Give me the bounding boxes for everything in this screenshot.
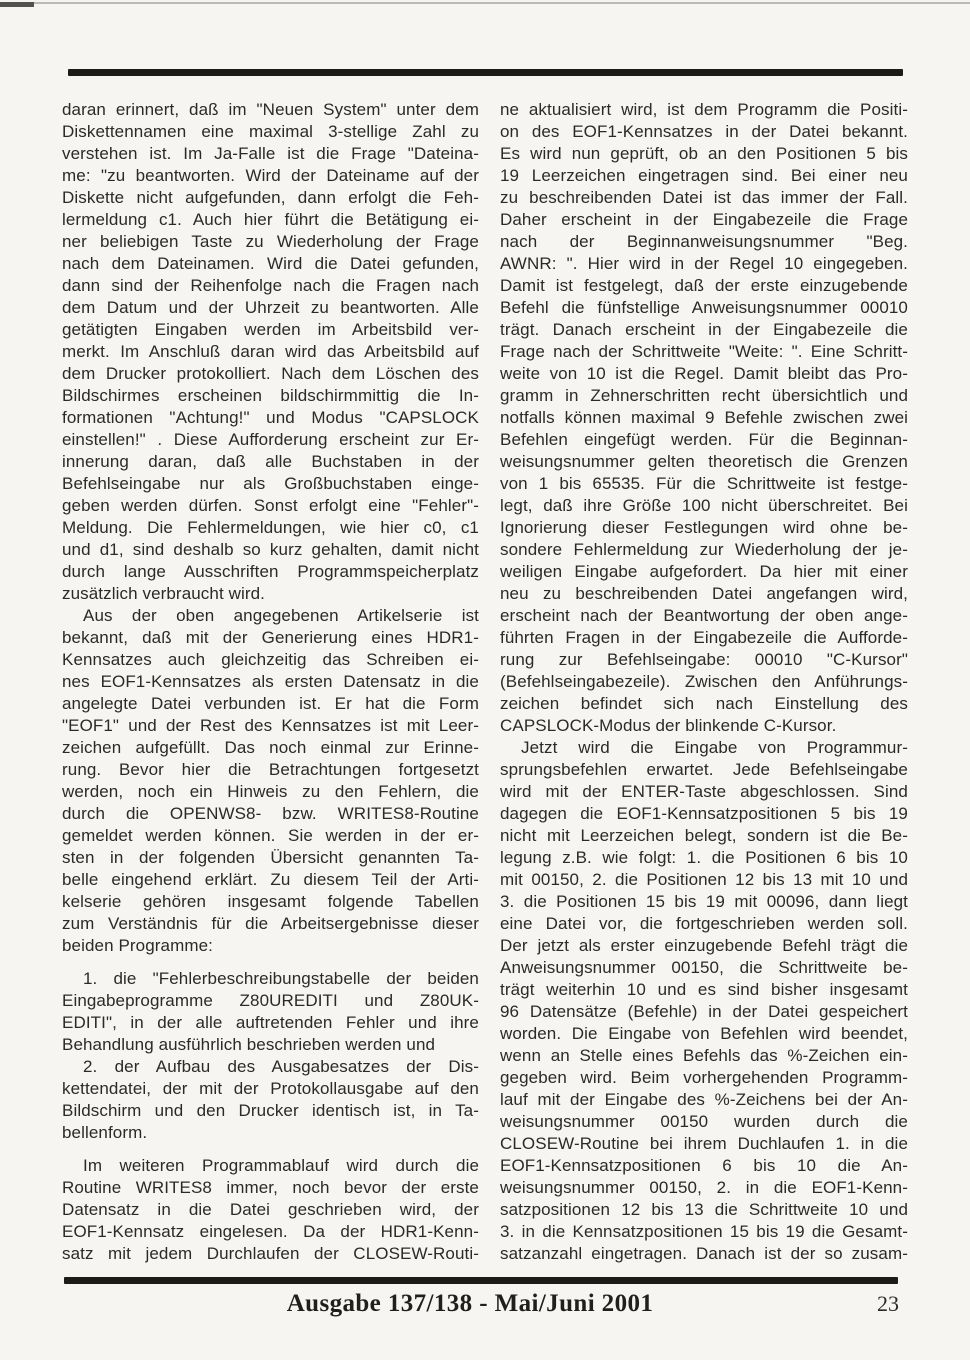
text-line: neu zu beschreibenden Datei angefangen wird, xyxy=(500,584,908,603)
text-line: Daher erscheint in der Eingabezeile die Frage xyxy=(500,210,908,229)
text-line: 1. die "Fehlerbeschreibungstabelle der beiden xyxy=(83,969,479,988)
text-line: Kennsatzes auch gleichzeitig das Schreiben ei- xyxy=(62,650,479,669)
text-line: sprungsbefehlen erwartet. Jede Befehlseingabe xyxy=(500,760,908,779)
text-line: 19 Leerzeichen eingetragen sind. Bei einer neu xyxy=(500,166,908,185)
text-line: zum Verständnis für die Arbeitsergebnisse dieser xyxy=(62,914,479,933)
text-line: weisungsnummer 00150 wurden durch die xyxy=(500,1112,908,1131)
text-line: eine Datei vor, die fortgeschrieben werden soll. xyxy=(500,914,908,933)
text-line: legt, daß ihre Größe 100 nicht überschreitet. Bei xyxy=(500,496,908,515)
text-line: Ignorierung dieser Festlegungen wird ohne be- xyxy=(500,518,908,537)
text-line: sondere Fehlermeldung zur Wiederholung der je- xyxy=(500,540,908,559)
text-line: verstehen ist. Im Ja-Falle ist die Frage "Dateina- xyxy=(62,144,479,163)
text-line: ner beliebigen Taste zu Wiederholung der Frage xyxy=(62,232,479,251)
top-rule xyxy=(68,69,903,76)
text-line: Datensatz in die Datei geschrieben wird, der xyxy=(62,1200,479,1219)
text-line: trägt. Danach erscheint in der Eingabezeile die xyxy=(500,320,908,339)
text-line: weite von 10 ist die Regel. Damit bleibt das Pro- xyxy=(500,364,908,383)
text-line: legung z.B. wie folgt: 1. die Positionen 6 bis 10 xyxy=(500,848,908,867)
text-line: EDITI", in der alle auftretenden Fehler und ihre xyxy=(62,1013,479,1032)
text-line: lermeldung c1. Auch hier führt die Betätigung ei- xyxy=(62,210,479,229)
text-line: getätigten Eingaben werden im Arbeitsbild ver- xyxy=(62,320,479,339)
text-line: dem Datum und der Uhrzeit zu beantworten. Alle xyxy=(62,298,479,317)
text-line: beiden Programme: xyxy=(62,936,213,955)
text-line: dagegen die EOF1-Kennsatzpositionen 5 bis 19 xyxy=(500,804,908,823)
text-line: (Befehlseingabezeile). Zwischen den Anführungs- xyxy=(500,672,908,691)
right-column xyxy=(500,99,908,1265)
text-line: worden. Die Eingabe von Befehlen wird beendet, xyxy=(500,1024,908,1043)
text-line: Befehl die fünfstellige Anweisungsnummer 00010 xyxy=(500,298,908,317)
text-line: dann sind der Reihenfolge nach die Fragen nach xyxy=(62,276,479,295)
text-line: Bildschirm und den Drucker identisch ist, in Ta- xyxy=(62,1101,479,1120)
text-line: Routine WRITES8 immer, noch bevor der erste xyxy=(62,1178,479,1197)
text-line: satz mit jedem Durchlaufen der CLOSEW-Routi- xyxy=(62,1244,479,1263)
text-line: Meldung. Die Fehlermeldungen, wie hier c0, c1 xyxy=(62,518,479,537)
text-line: kettendatei, der mit der Protokollausgabe auf den xyxy=(62,1079,479,1098)
text-line: zeichen aufgefüllt. Das noch einmal zur Erinne- xyxy=(62,738,479,757)
text-line: Aus der oben angegebenen Artikelserie ist xyxy=(83,606,479,625)
text-line: sten in der folgenden Übersicht genannten Ta- xyxy=(62,848,479,867)
bottom-rule xyxy=(64,1277,898,1284)
text-line: zu beschreibenden Datei ist das immer der Fall. xyxy=(500,188,908,207)
text-line: bellenform. xyxy=(62,1123,148,1142)
article-body xyxy=(62,99,908,1265)
text-line: bekannt, daß mit der Generierung eines HDR1- xyxy=(62,628,479,647)
text-line: Der jetzt als erster einzugebende Befehl trägt die xyxy=(500,936,908,955)
text-line: EOF1-Kennsatzpositionen 6 bis 10 die An- xyxy=(500,1156,908,1175)
text-line: Eingabeprogramme Z80UREDITI und Z80UK- xyxy=(62,991,479,1010)
text-line: werden, noch ein Hinweis zu den Fehlern, die xyxy=(62,782,479,801)
text-line: dem Drucker protokolliert. Nach dem Löschen des xyxy=(62,364,479,383)
text-line: CAPSLOCK-Modus der blinkende C-Kursor. xyxy=(500,716,837,735)
text-line: von 1 bis 65535. Für die Schrittweite ist festge- xyxy=(500,474,908,493)
text-line: Befehlen eingefügt werden. Für die Beginnan- xyxy=(500,430,908,449)
text-line: rung. Bevor hier die Betrachtungen fortgesetzt xyxy=(62,760,479,779)
page-number: 23 xyxy=(877,1291,899,1316)
text-line: Diskettennamen eine maximal 3-stellige Zahl zu xyxy=(62,122,479,141)
text-line: 2. der Aufbau des Ausgabesatzes der Dis- xyxy=(83,1057,479,1076)
text-line: Es wird nun geprüft, ob an den Positionen 5 bis xyxy=(500,144,908,163)
text-line: durch lange Ausschriften Programmspeicherplatz xyxy=(62,562,479,581)
text-line: Bildschirmes erscheinen bildschirmmittig die In- xyxy=(62,386,479,405)
text-line: kelserie gehören insgesamt folgende Tabellen xyxy=(62,892,479,911)
text-line: 3. die Positionen 15 bis 19 mit 00096, dann liegt xyxy=(500,892,908,911)
scan-edge-artifact xyxy=(0,2,970,4)
text-line: nach der Beginnanweisungsnummer "Beg. xyxy=(500,232,908,251)
text-line: nach dem Dateinamen. Wird die Datei gefunden, xyxy=(62,254,479,273)
text-line: Frage nach der Schrittweite "Weite: ". Eine Schritt- xyxy=(500,342,908,361)
text-line: gemeldet werden können. Sie werden in der er- xyxy=(62,826,479,845)
text-line: durch die OPENWS8- bzw. WRITES8-Routine xyxy=(62,804,479,823)
text-line: on des EOF1-Kennsatzes in der Datei bekannt. xyxy=(500,122,908,141)
text-line: wird mit der ENTER-Taste abgeschlossen. Sind xyxy=(500,782,908,801)
text-line: 96 Datensätze (Befehle) in der Datei gespeichert xyxy=(500,1002,908,1021)
text-line: daran erinnert, daß im "Neuen System" unter dem xyxy=(62,100,479,119)
issue-label: Ausgabe 137/138 - Mai/Juni 2001 xyxy=(286,1290,654,1317)
text-line: me: "zu beantworten. Wird der Dateiname auf der xyxy=(62,166,479,185)
text-line: Damit ist festgelegt, daß der erste einzugebende xyxy=(500,276,908,295)
text-line: angelegte Datei verbunden ist. Er hat die Form xyxy=(62,694,479,713)
text-line: Anweisungsnummer 00150, die Schrittweite be- xyxy=(500,958,908,977)
text-line: Im weiteren Programmablauf wird durch die xyxy=(83,1156,479,1175)
text-line: ne aktualisiert wird, ist dem Programm die Positi- xyxy=(500,100,908,119)
text-line: geben werden dürfen. Sonst erfolgt eine "Fehler"- xyxy=(62,496,479,515)
text-line: wenn an Stelle eines Befehls das %-Zeichen ein- xyxy=(500,1046,908,1065)
text-line: notfalls können maximal 9 Befehle zwischen zwei xyxy=(500,408,908,427)
page-footer xyxy=(0,1290,970,1330)
text-line: gramm in Zehnerschritten recht übersichtlich und xyxy=(500,386,908,405)
text-line: merkt. Im Anschluß daran wird das Arbeitsbild auf xyxy=(62,342,479,361)
text-line: erscheint nach der Beantwortung der oben ange- xyxy=(500,606,908,625)
text-line: zeichen befindet sich nach Einstellung des xyxy=(500,694,908,713)
text-line: Diskette nicht aufgefunden, dann erfolgt die Feh- xyxy=(62,188,479,207)
text-line: und d1, sind deshalb so kurz gehalten, damit nicht xyxy=(62,540,479,559)
text-line: Behandlung ausführlich beschrieben werden und xyxy=(62,1035,436,1054)
text-line: einstellen!" . Diese Aufforderung erscheint zur Er- xyxy=(62,430,479,449)
text-line: weisungsnummer gelten theoretisch die Grenzen xyxy=(500,452,908,471)
text-line: rung zur Befehlseingabe: 00010 "C-Kursor" xyxy=(500,650,908,669)
text-line: gegeben wird. Beim vorhergehenden Programm- xyxy=(500,1068,908,1087)
text-line: innerung daran, daß alle Buchstaben in der xyxy=(62,452,479,471)
text-line: zusätzlich verbraucht wird. xyxy=(62,584,265,603)
text-line: nicht mit Leerzeichen belegt, sondern ist die Be- xyxy=(500,826,908,845)
text-line: mit 00150, 2. die Positionen 12 bis 13 mit 10 und xyxy=(500,870,908,889)
text-line: "EOF1" und der Rest des Kennsatzes ist mit Leer- xyxy=(62,716,479,735)
text-line: EOF1-Kennsatz eingelesen. Da der HDR1-Kenn- xyxy=(62,1222,479,1241)
text-line: trägt weiterhin 10 und es sind bisher insgesamt xyxy=(500,980,908,999)
text-line: lauf mit der Eingabe des %-Zeichens bei der An- xyxy=(500,1090,908,1109)
text-line: Befehlseingabe nur als Großbuchstaben einge- xyxy=(62,474,479,493)
text-line: satzpositionen 12 bis 13 die Schrittweite 10 und xyxy=(500,1200,908,1219)
text-line: 3. in die Kennsatzpositionen 15 bis 19 die Gesamt- xyxy=(500,1222,908,1241)
text-line: weisungsnummer 00150, 2. in die EOF1-Kenn- xyxy=(500,1178,908,1197)
left-column xyxy=(62,99,479,1265)
text-line: AWNR: ". Hier wird in der Regel 10 eingegeben. xyxy=(500,254,908,273)
text-line: CLOSEW-Routine bei ihrem Duchlaufen 1. in die xyxy=(500,1134,908,1153)
text-line: führten Fragen in der Eingabezeile die Aufforde- xyxy=(500,628,908,647)
text-line: belle eingehend erklärt. Zu diesem Teil der Arti- xyxy=(62,870,479,889)
text-line: nes EOF1-Kennsatzes als ersten Datensatz in die xyxy=(62,672,479,691)
text-line: weiligen Eingabe aufgefordert. Da hier mit einer xyxy=(500,562,908,581)
text-line: formationen "Achtung!" und Modus "CAPSLOCK xyxy=(62,408,479,427)
text-line: satzanzahl eingetragen. Danach ist der so zusam- xyxy=(500,1244,908,1263)
text-line: Jetzt wird die Eingabe von Programmur- xyxy=(521,738,908,757)
